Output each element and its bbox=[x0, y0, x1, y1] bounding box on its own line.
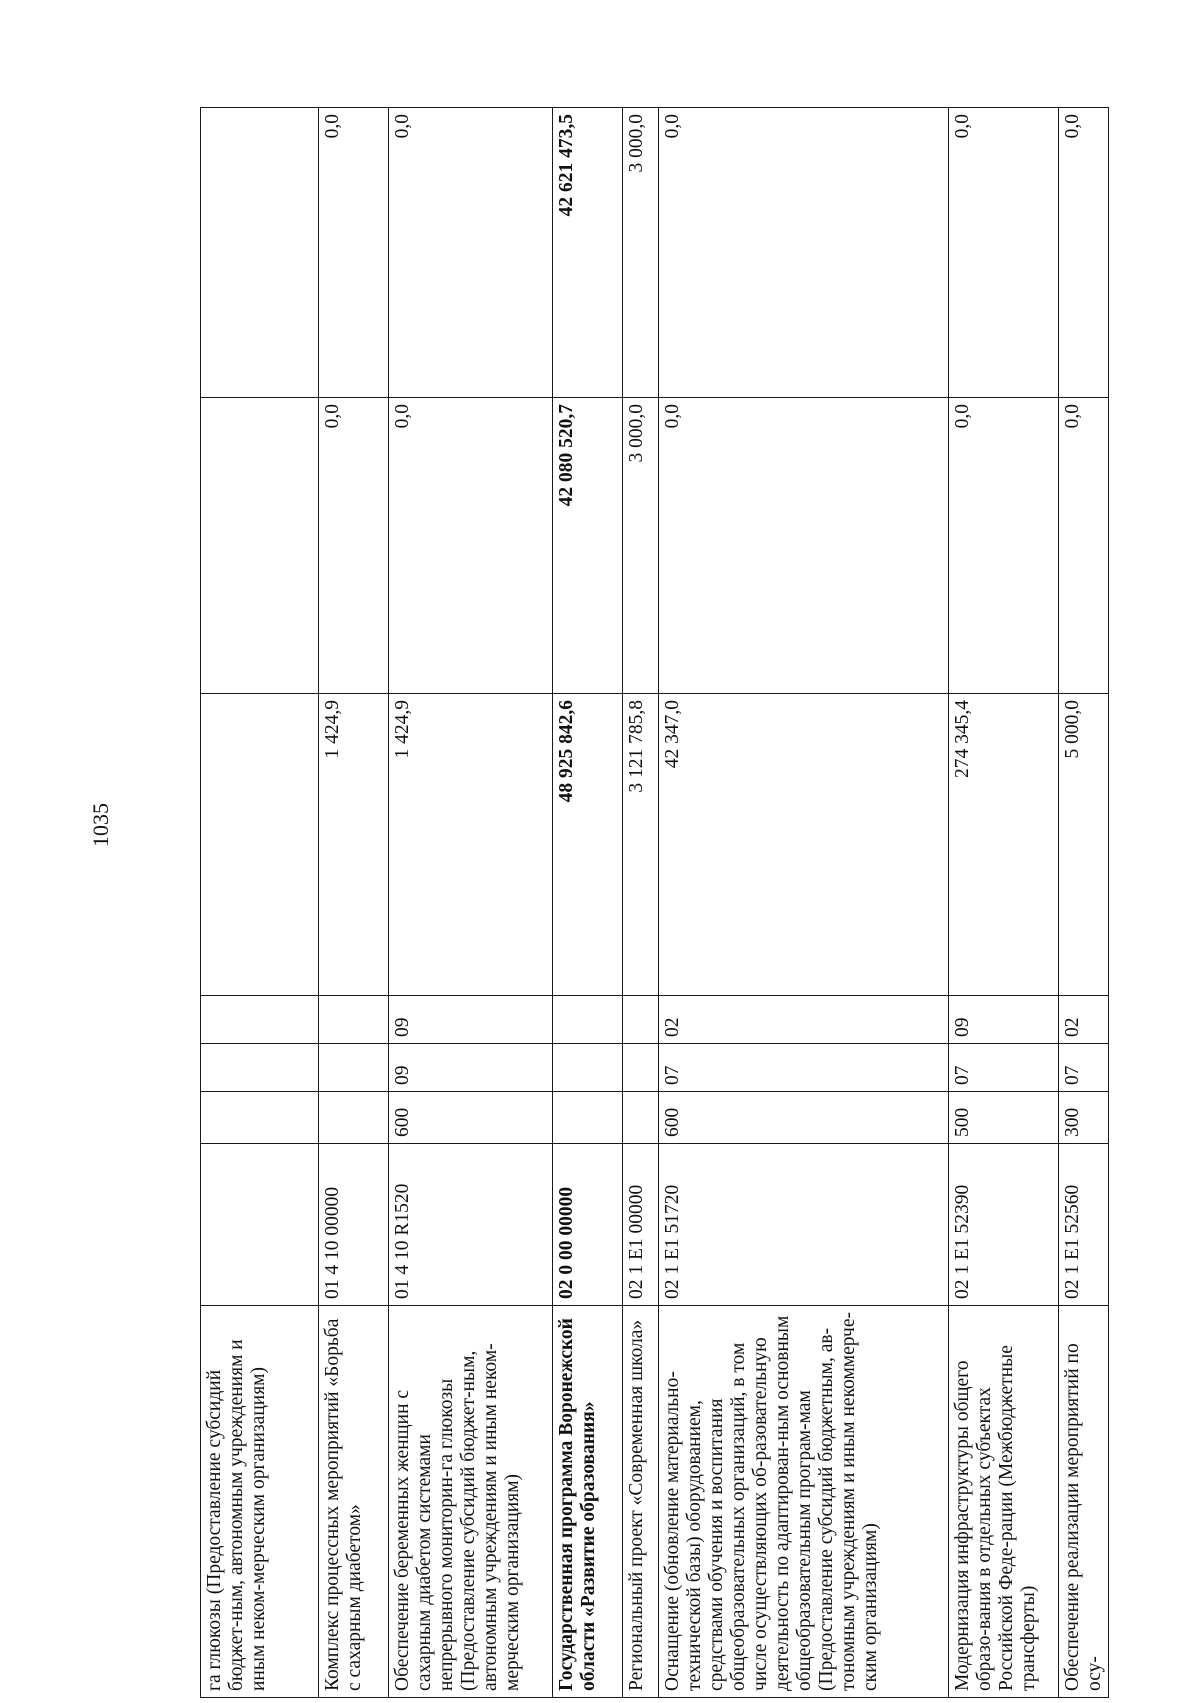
row-subsection-cell bbox=[623, 996, 659, 1044]
row-code-cell bbox=[201, 1144, 319, 1306]
row-sum-3-cell: 0,0 bbox=[659, 108, 949, 398]
table-row bbox=[949, 108, 1059, 1698]
row-subsection-cell: 02 bbox=[659, 996, 949, 1044]
row-name-cell: Государственная программа Воронежской области «Развитие образования» bbox=[553, 1306, 623, 1698]
row-sum-1-cell: 5 000,0 bbox=[1059, 694, 1109, 996]
row-name-cell: Комплекс процессных мероприятий «Борьба с сахарным диабетом» bbox=[319, 1306, 389, 1698]
row-expense-type-cell bbox=[319, 1092, 389, 1144]
row-expense-type-cell: 500 bbox=[949, 1092, 1059, 1144]
table-row bbox=[319, 108, 389, 1698]
row-sum-1-cell: 48 925 842,6 bbox=[553, 694, 623, 996]
row-name-cell: Оснащение (обновление материально-технической базы) оборудованием, средствами обучения и воспитания общеобразовательных организаций, в том числе осуществляющих об-разовательную деятельность по адаптирован-ным основным общеобразовательным програм-мам (Предоставление субсидий бюджетным, ав-тономным учреждениям и иным некоммерче-ским организациям) bbox=[659, 1306, 949, 1698]
row-subsection-cell bbox=[319, 996, 389, 1044]
row-name-cell: Обеспечение беременных женщин с сахарным диабетом системами непрерывного мониторин-га глюкозы (Предоставление субсидий бюджет-ным, автономным учреждениям и иным неком-мерческим организациям) bbox=[389, 1306, 553, 1698]
row-sum-2-cell: 0,0 bbox=[1059, 398, 1109, 694]
row-section-cell bbox=[201, 1044, 319, 1092]
row-subsection-cell: 09 bbox=[389, 996, 553, 1044]
page-number: 1035 bbox=[88, 803, 113, 847]
table-row bbox=[201, 108, 319, 1698]
row-sum-2-cell: 0,0 bbox=[319, 398, 389, 694]
row-sum-2-cell: 0,0 bbox=[389, 398, 553, 694]
row-section-cell bbox=[623, 1044, 659, 1092]
row-code-cell: 01 4 10 R1520 bbox=[389, 1144, 553, 1306]
row-sum-1-cell: 42 347,0 bbox=[659, 694, 949, 996]
row-sum-2-cell: 3 000,0 bbox=[623, 398, 659, 694]
row-name-cell: га глюкозы (Предоставление субсидий бюджет-ным, автономным учреждениям и иным неком-мерческим организациям) bbox=[201, 1306, 319, 1698]
table-row bbox=[1059, 108, 1109, 1698]
row-sum-3-cell: 42 621 473,5 bbox=[553, 108, 623, 398]
row-code-cell: 01 4 10 00000 bbox=[319, 1144, 389, 1306]
row-expense-type-cell: 300 bbox=[1059, 1092, 1109, 1144]
row-sum-3-cell: 0,0 bbox=[949, 108, 1059, 398]
row-sum-2-cell: 0,0 bbox=[949, 398, 1059, 694]
row-code-cell: 02 1 E1 52560 bbox=[1059, 1144, 1109, 1306]
row-sum-2-cell: 0,0 bbox=[659, 398, 949, 694]
row-subsection-cell: 02 bbox=[1059, 996, 1109, 1044]
row-code-cell: 02 1 E1 52390 bbox=[949, 1144, 1059, 1306]
row-sum-3-cell: 0,0 bbox=[389, 108, 553, 398]
row-sum-1-cell: 1 424,9 bbox=[389, 694, 553, 996]
row-sum-3-cell: 3 000,0 bbox=[623, 108, 659, 398]
row-sum-2-cell bbox=[201, 398, 319, 694]
row-code-cell: 02 1 E1 00000 bbox=[623, 1144, 659, 1306]
row-expense-type-cell bbox=[553, 1092, 623, 1144]
row-section-cell: 07 bbox=[659, 1044, 949, 1092]
row-section-cell bbox=[553, 1044, 623, 1092]
row-expense-type-cell: 600 bbox=[659, 1092, 949, 1144]
row-sum-1-cell: 3 121 785,8 bbox=[623, 694, 659, 996]
table-row bbox=[623, 108, 659, 1698]
row-section-cell: 09 bbox=[389, 1044, 553, 1092]
row-sum-3-cell: 0,0 bbox=[319, 108, 389, 398]
budget-sheet bbox=[200, 108, 1106, 1698]
row-name-cell: Модернизация инфраструктуры общего образо-вания в отдельных субъектах Российской Феде-рации (Межбюджетные трансферты) bbox=[949, 1306, 1059, 1698]
row-expense-type-cell bbox=[623, 1092, 659, 1144]
row-sum-3-cell bbox=[201, 108, 319, 398]
budget-table bbox=[200, 107, 1109, 1698]
row-section-cell: 07 bbox=[1059, 1044, 1109, 1092]
row-code-cell: 02 1 E1 51720 bbox=[659, 1144, 949, 1306]
table-row bbox=[659, 108, 949, 1698]
table-row bbox=[553, 108, 623, 1698]
row-sum-3-cell: 0,0 bbox=[1059, 108, 1109, 398]
row-code-cell: 02 0 00 00000 bbox=[553, 1144, 623, 1306]
row-sum-1-cell: 274 345,4 bbox=[949, 694, 1059, 996]
row-subsection-cell bbox=[553, 996, 623, 1044]
row-expense-type-cell bbox=[201, 1092, 319, 1144]
table-row bbox=[389, 108, 553, 1698]
row-sum-2-cell: 42 080 520,7 bbox=[553, 398, 623, 694]
row-section-cell: 07 bbox=[949, 1044, 1059, 1092]
row-expense-type-cell: 600 bbox=[389, 1092, 553, 1144]
row-subsection-cell: 09 bbox=[949, 996, 1059, 1044]
row-sum-1-cell: 1 424,9 bbox=[319, 694, 389, 996]
row-sum-1-cell bbox=[201, 694, 319, 996]
row-section-cell bbox=[319, 1044, 389, 1092]
row-name-cell: Обеспечение реализации мероприятий по осу- bbox=[1059, 1306, 1109, 1698]
row-name-cell: Региональный проект «Современная школа» bbox=[623, 1306, 659, 1698]
row-subsection-cell bbox=[201, 996, 319, 1044]
